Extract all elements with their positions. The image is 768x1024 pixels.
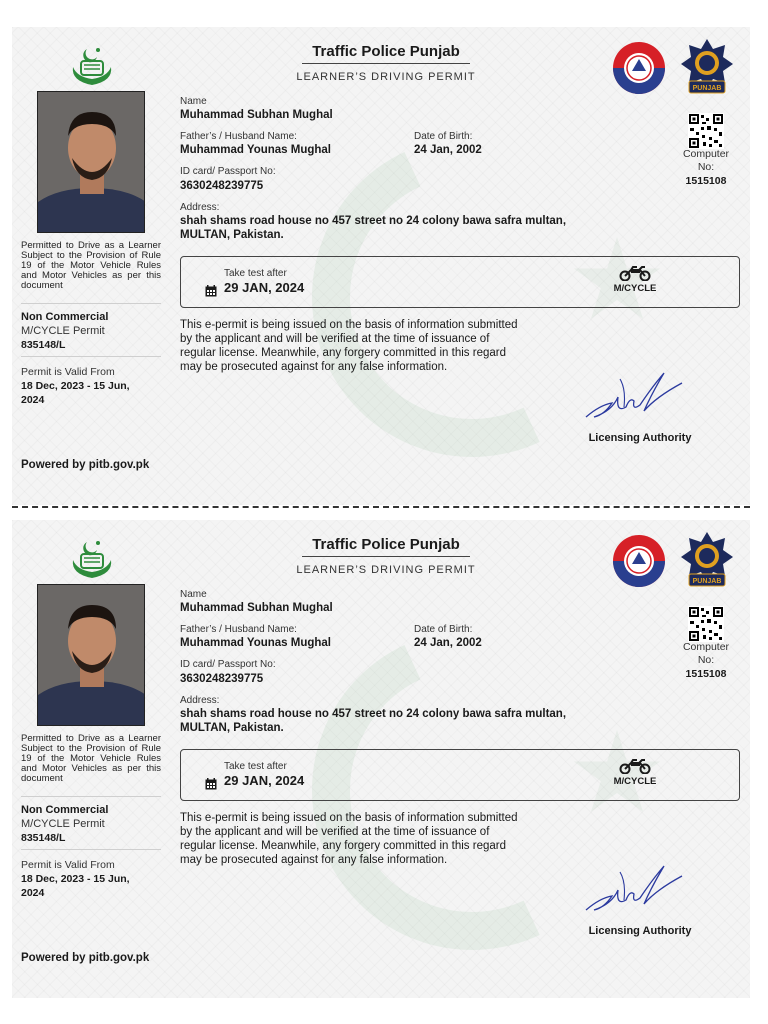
name-label: Name [180,589,207,600]
badge-label: PUNJAB [692,85,722,92]
valid-range-line-1: 18 Dec, 2023 - 15 Jun, [21,873,130,885]
permit-note: Permitted to Drive as a Learner Subject to the Provision of Rule 19 of the Motor Vehicle Rules and Motor Vehicles as per this document [21,240,161,291]
test-date: 29 JAN, 2024 [224,280,305,295]
permit-number: 835148/L [21,339,66,351]
date-of-birth: 24 Jan, 2002 [414,637,482,649]
applicant-photo [37,584,145,726]
punjab-police-logo [612,41,666,95]
city-traffic-police-badge [680,37,734,97]
motorcycle-icon [619,758,651,774]
authority-label: Licensing Authority [588,925,692,937]
father-label: Father’s / Husband Name: [180,131,297,142]
permit-card-copy [12,520,750,998]
father-label: Father’s / Husband Name: [180,624,297,635]
computer-no-label [672,148,740,174]
divider-line [21,796,161,797]
powered-by: Powered by pitb.gov.pk [21,459,150,471]
vehicle-type: M/CYCLE [613,776,657,787]
disclaimer-text: This e-permit is being issued on the basis of information submitted by the applicant and will be verified at the time of issuance of regular license. Meanwhile, any forgery committed in this regard may be prosecuted against for any false information. [180,812,518,866]
test-date-box [180,256,740,308]
test-label: Take test after [224,268,287,279]
address-label: Address: [180,202,220,213]
applicant-photo [37,91,145,233]
document-subtitle: LEARNER’S DRIVING PERMIT [296,71,476,83]
valid-label: Permit is Valid From [21,859,115,871]
valid-range-line-2: 2024 [21,887,45,899]
computer-label-line-1: Computer [682,641,730,653]
qr-code-icon [688,113,724,149]
punjab-government-logo [67,534,117,580]
punjab-police-logo [612,534,666,588]
powered-by: Powered by pitb.gov.pk [21,952,150,964]
date-of-birth: 24 Jan, 2002 [414,144,482,156]
permit-category: Non Commercial [21,804,109,816]
qr-code-icon [688,606,724,642]
licensing-authority-signature [582,367,686,429]
test-label: Take test after [224,761,287,772]
dob-label: Date of Birth: [414,131,473,142]
test-date-box [180,749,740,801]
id-number: 3630248239775 [180,180,264,192]
applicant-name: Muhammad Subhan Mughal [180,109,333,121]
motorcycle-icon [619,265,651,281]
address-line-1: shah shams road house no 457 street no 24 colony bawa safra multan, [180,708,567,720]
computer-label-line-2: No: [697,654,715,666]
valid-range-line-2: 2024 [21,394,45,406]
id-label: ID card/ Passport No: [180,166,276,177]
computer-label-line-1: Computer [682,148,730,160]
computer-number: 1515108 [685,175,727,187]
city-traffic-police-badge [680,530,734,590]
vehicle-type: M/CYCLE [613,283,657,294]
vehicle-permit-type: M/CYCLE Permit [21,325,105,337]
badge-label: PUNJAB [692,578,722,585]
cut-line [12,506,750,508]
document-title: Traffic Police Punjab [302,43,470,64]
calendar-icon [205,285,217,297]
address-label: Address: [180,695,220,706]
disclaimer-text: This e-permit is being issued on the basis of information submitted by the applicant and will be verified at the time of issuance of regular license. Meanwhile, any forgery committed in this regard may be prosecuted against for any false information. [180,319,518,373]
vehicle-permit-type: M/CYCLE Permit [21,818,105,830]
id-label: ID card/ Passport No: [180,659,276,670]
computer-no-label [672,641,740,667]
father-name: Muhammad Younas Mughal [180,637,332,649]
divider-line [21,356,161,357]
document-title: Traffic Police Punjab [302,536,470,557]
applicant-name: Muhammad Subhan Mughal [180,602,333,614]
licensing-authority-signature [582,860,686,922]
calendar-icon [205,778,217,790]
address-line-1: shah shams road house no 457 street no 24 colony bawa safra multan, [180,215,567,227]
computer-number: 1515108 [685,668,727,680]
permit-card-original [12,27,750,505]
test-date: 29 JAN, 2024 [224,773,305,788]
dob-label: Date of Birth: [414,624,473,635]
father-name: Muhammad Younas Mughal [180,144,332,156]
address-line-2: MULTAN, Pakistan. [180,229,284,241]
valid-range-line-1: 18 Dec, 2023 - 15 Jun, [21,380,130,392]
authority-label: Licensing Authority [588,432,692,444]
permit-note: Permitted to Drive as a Learner Subject to the Provision of Rule 19 of the Motor Vehicle Rules and Motor Vehicles as per this document [21,733,161,784]
punjab-government-logo [67,41,117,87]
address-line-2: MULTAN, Pakistan. [180,722,284,734]
valid-label: Permit is Valid From [21,366,115,378]
name-label: Name [180,96,207,107]
document-subtitle: LEARNER’S DRIVING PERMIT [296,564,476,576]
id-number: 3630248239775 [180,673,264,685]
computer-label-line-2: No: [697,161,715,173]
divider-line [21,303,161,304]
permit-number: 835148/L [21,832,66,844]
permit-category: Non Commercial [21,311,109,323]
divider-line [21,849,161,850]
